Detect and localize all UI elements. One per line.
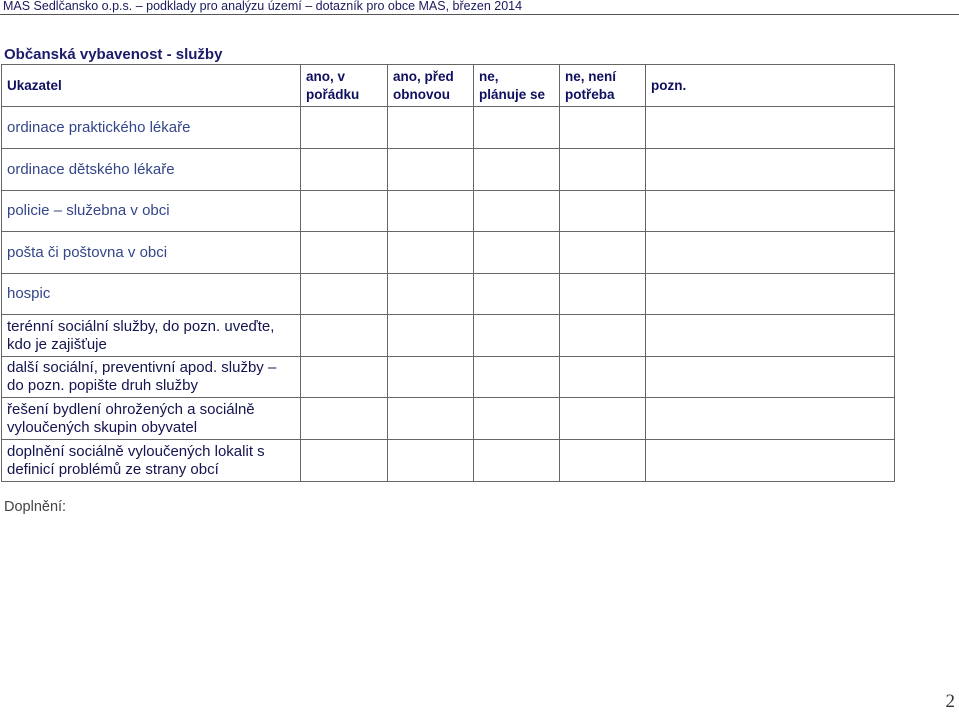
- row-label-reseni-bydleni: [2, 398, 301, 440]
- column-header-label-line: obnovou: [393, 86, 450, 102]
- answer-cell-ano-v-poradku: [301, 357, 388, 398]
- table-header-row: [2, 65, 895, 107]
- table-row: [2, 191, 895, 232]
- column-header-ne-planuje-se: [474, 65, 560, 107]
- page-number: 2: [945, 691, 955, 712]
- answer-cell-ano-v-poradku: [301, 315, 388, 357]
- answer-cell-ano-v-poradku: [301, 440, 388, 482]
- answer-cell-ano-pred-obnovou: [388, 440, 474, 482]
- answer-cell-pozn: [646, 149, 895, 191]
- answer-cell-pozn: [646, 274, 895, 315]
- row-label-socialne-vyloucene-lokality: [2, 440, 301, 482]
- answer-cell-ano-v-poradku: [301, 191, 388, 232]
- row-label-line: hospic: [7, 285, 51, 302]
- row-label-line: do pozn. popište druh služby: [7, 377, 198, 394]
- column-header-label-line: ne, není: [565, 68, 617, 84]
- answer-cell-ano-pred-obnovou: [388, 149, 474, 191]
- column-header-ano-v-poradku: [301, 65, 388, 107]
- column-header-label-line: ano, před: [393, 68, 454, 84]
- answer-cell-ne-neni-potreba: [560, 357, 646, 398]
- supplement-label: Doplnění:: [4, 499, 67, 515]
- row-label-line: ordinace dětského lékaře: [7, 160, 175, 178]
- row-label-line: terénní sociální služby, do pozn. uveďte,: [7, 317, 275, 335]
- table-row: [2, 107, 895, 149]
- answer-cell-pozn: [646, 315, 895, 357]
- answer-cell-ano-v-poradku: [301, 398, 388, 440]
- row-label-line: kdo je zajišťuje: [7, 335, 107, 353]
- answer-cell-pozn: [646, 232, 895, 274]
- row-label-line: další sociální, preventivní apod. služby –: [7, 359, 277, 376]
- section-title: Občanská vybavenost - služby: [4, 46, 223, 63]
- row-label-line: pošta či poštovna v obci: [7, 243, 168, 261]
- answer-cell-pozn: [646, 440, 895, 482]
- answer-cell-pozn: [646, 107, 895, 149]
- answer-cell-ano-pred-obnovou: [388, 191, 474, 232]
- answer-cell-ne-planuje-se: [474, 107, 560, 149]
- answer-cell-ano-v-poradku: [301, 107, 388, 149]
- services-table: [1, 64, 895, 482]
- row-label-line: vyloučených skupin obyvatel: [7, 418, 198, 436]
- answer-cell-pozn: [646, 191, 895, 232]
- answer-cell-ne-planuje-se: [474, 274, 560, 315]
- answer-cell-pozn: [646, 357, 895, 398]
- answer-cell-ne-planuje-se: [474, 315, 560, 357]
- column-header-label-line: Ukazatel: [7, 77, 62, 93]
- answer-cell-ano-v-poradku: [301, 149, 388, 191]
- row-label-line: ordinace praktického lékaře: [7, 118, 191, 136]
- answer-cell-ne-planuje-se: [474, 149, 560, 191]
- row-label-line: řešení bydlení ohrožených a sociálně: [7, 400, 255, 418]
- answer-cell-ano-pred-obnovou: [388, 357, 474, 398]
- column-header-label-line: ano, v: [306, 68, 346, 84]
- services-table-body: [2, 65, 895, 482]
- page-header: [0, 0, 959, 15]
- row-label-line: definicí problémů ze strany obcí: [7, 460, 219, 478]
- table-row: [2, 315, 895, 357]
- answer-cell-ne-neni-potreba: [560, 107, 646, 149]
- table-row: [2, 398, 895, 440]
- answer-cell-ne-neni-potreba: [560, 274, 646, 315]
- page-header-text: MAS Sedlčansko o.p.s. – podklady pro analýzu území – dotazník pro obce MAS, březen 2014: [3, 0, 523, 13]
- row-label-policie-sluzebna: [2, 191, 301, 232]
- table-row: [2, 440, 895, 482]
- column-header-label-line: plánuje se: [479, 86, 546, 102]
- table-row: [2, 232, 895, 274]
- row-label-terenni-socialni-sluzby: [2, 315, 301, 357]
- answer-cell-ne-planuje-se: [474, 232, 560, 274]
- column-header-ukazatel: [2, 65, 301, 107]
- column-header-label-line: potřeba: [565, 86, 615, 102]
- answer-cell-ne-neni-potreba: [560, 191, 646, 232]
- row-label-line: doplnění sociálně vyloučených lokalit s: [7, 442, 265, 460]
- row-label-ordinace-detskeho-lekare: [2, 149, 301, 191]
- answer-cell-ano-v-poradku: [301, 232, 388, 274]
- column-header-ano-pred-obnovou: [388, 65, 474, 107]
- answer-cell-pozn: [646, 398, 895, 440]
- answer-cell-ne-planuje-se: [474, 357, 560, 398]
- row-label-dalsi-socialni-sluzby: [2, 357, 301, 398]
- answer-cell-ano-pred-obnovou: [388, 232, 474, 274]
- column-header-pozn: [646, 65, 895, 107]
- table-row: [2, 357, 895, 398]
- answer-cell-ano-pred-obnovou: [388, 398, 474, 440]
- answer-cell-ano-pred-obnovou: [388, 315, 474, 357]
- answer-cell-ano-pred-obnovou: [388, 107, 474, 149]
- row-label-line: policie – služebna v obci: [7, 202, 170, 219]
- answer-cell-ne-neni-potreba: [560, 440, 646, 482]
- answer-cell-ano-v-poradku: [301, 274, 388, 315]
- answer-cell-ne-neni-potreba: [560, 232, 646, 274]
- answer-cell-ne-planuje-se: [474, 398, 560, 440]
- answer-cell-ne-planuje-se: [474, 440, 560, 482]
- table-row: [2, 274, 895, 315]
- column-header-label-line: pozn.: [651, 77, 687, 93]
- column-header-ne-neni-potreba: [560, 65, 646, 107]
- column-header-label-line: ne,: [479, 68, 499, 84]
- answer-cell-ne-planuje-se: [474, 191, 560, 232]
- row-label-ordinace-praktickeho-lekare: [2, 107, 301, 149]
- row-label-hospic: [2, 274, 301, 315]
- answer-cell-ne-neni-potreba: [560, 315, 646, 357]
- answer-cell-ne-neni-potreba: [560, 398, 646, 440]
- table-row: [2, 149, 895, 191]
- column-header-label-line: pořádku: [306, 86, 360, 102]
- answer-cell-ano-pred-obnovou: [388, 274, 474, 315]
- row-label-posta-postovna: [2, 232, 301, 274]
- answer-cell-ne-neni-potreba: [560, 149, 646, 191]
